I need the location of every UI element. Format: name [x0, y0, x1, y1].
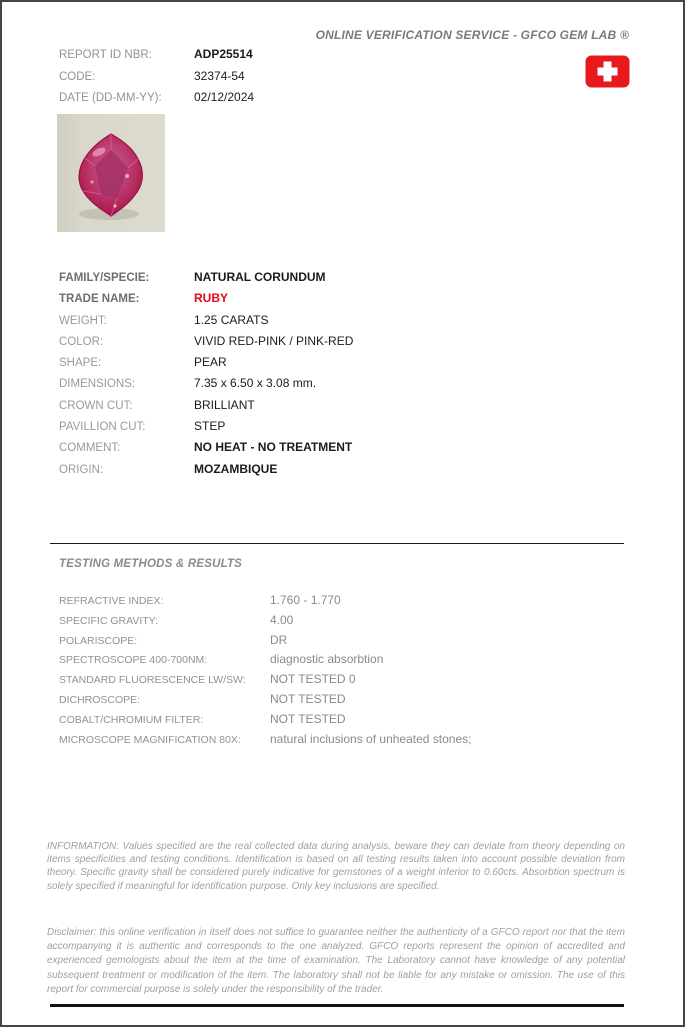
fluorescence-value: NOT TESTED 0	[270, 672, 356, 687]
page-title: ONLINE VERIFICATION SERVICE - GFCO GEM LAB ®	[315, 28, 629, 42]
weight-value: 1.25 CARATS	[194, 312, 269, 327]
report-id-value: ADP25514	[194, 47, 253, 61]
date-label: DATE (DD-MM-YY):	[59, 92, 162, 104]
testing-section-heading: TESTING METHODS & RESULTS	[59, 558, 243, 570]
testing-section	[59, 590, 471, 748]
color-value: VIVID RED-PINK / PINK-RED	[194, 333, 354, 348]
spectroscope-label: SPECTROSCOPE 400-700NM:	[59, 654, 208, 667]
crown-cut-label: CROWN CUT:	[59, 399, 133, 412]
pavillion-cut-value: STEP	[194, 419, 226, 434]
crown-cut-value: BRILLIANT	[194, 397, 255, 412]
shape-value: PEAR	[194, 355, 227, 370]
polariscope-label: POLARISCOPE:	[59, 634, 138, 647]
family-label: FAMILY/SPECIE:	[59, 272, 150, 284]
dimensions-value: 7.35 x 6.50 x 3.08 mm.	[194, 376, 317, 391]
trade-name-label: TRADE NAME:	[59, 293, 140, 306]
field-row-comment	[59, 436, 353, 457]
code-label: CODE:	[59, 70, 96, 83]
origin-label: ORIGIN:	[59, 463, 104, 476]
test-row-spectroscope	[59, 649, 471, 669]
test-row-dichroscope	[59, 689, 471, 709]
fluorescence-label: STANDARD FLUORESCENCE LW/SW:	[59, 674, 246, 687]
field-row-dimensions	[59, 372, 353, 393]
test-row-cobalt-filter	[59, 709, 471, 729]
comment-label: COMMENT:	[59, 442, 121, 455]
pavillion-cut-label: PAVILLION CUT:	[59, 421, 146, 434]
field-row-trade-name	[59, 287, 353, 308]
specific-gravity-label: SPECIFIC GRAVITY:	[59, 614, 158, 627]
date-value: 02/12/2024	[194, 90, 255, 104]
test-row-refractive-index	[59, 590, 471, 610]
dimensions-label: DIMENSIONS:	[59, 378, 136, 391]
identity-section	[59, 266, 353, 479]
field-row-weight	[59, 309, 353, 330]
code-value: 32374-54	[194, 68, 245, 83]
code-row	[59, 65, 254, 87]
report-id-block	[59, 43, 254, 108]
refractive-index-label: REFRACTIVE INDEX:	[59, 595, 164, 607]
date-row	[59, 86, 254, 108]
information-paragraph: INFORMATION: Values specified are the real collected data during analysis, beware they can deviate from theory depending on items specificities and testing conditions. Identification is based on all testing results taken into account possible deviation from theory. Specific gravity shall be considered purely indicative for gemstones of a weight inferior to 0.60cts. Absorbtion spectrum is solely specified if meaningful for identification purpose. Only key inclusions are specified.	[47, 841, 625, 892]
test-row-fluorescence	[59, 669, 471, 689]
field-row-origin	[59, 458, 353, 479]
dichroscope-value: NOT TESTED	[270, 691, 346, 706]
section-divider-rule	[50, 543, 624, 544]
field-row-family	[59, 266, 353, 287]
test-row-polariscope	[59, 630, 471, 650]
family-value: NATURAL CORUNDUM	[194, 270, 326, 284]
microscope-label: MICROSCOPE MAGNIFICATION 80X:	[59, 733, 241, 746]
test-row-specific-gravity	[59, 610, 471, 630]
gem-photo	[57, 114, 165, 232]
bottom-rule	[50, 1004, 624, 1007]
specific-gravity-value: 4.00	[270, 612, 294, 627]
test-row-microscope	[59, 729, 471, 749]
polariscope-value: DR	[270, 632, 288, 647]
microscope-value: natural inclusions of unheated stones;	[270, 731, 472, 746]
cobalt-filter-value: NOT TESTED	[270, 711, 346, 726]
color-label: COLOR:	[59, 335, 104, 348]
field-row-pavillion-cut	[59, 415, 353, 436]
report-id-label: REPORT ID NBR:	[59, 49, 152, 61]
field-row-crown-cut	[59, 394, 353, 415]
origin-value: MOZAMBIQUE	[194, 461, 278, 476]
swiss-flag-icon	[585, 55, 630, 88]
disclaimer-paragraph: Disclaimer: this online verification in itself does not suffice to guarantee neither the authenticity of a GFCO report nor that the item accompanying it is authentic and corresponds to the one analyzed. GFCO reports represent the opinion of accredited and experienced gemologists about the item at the time of examination. The Laboratory cannot have knowledge of any potential subsequent treatment or modification of the item. The laboratory shall not be liable for any mistake or omission. The use of this report for commercial purpose is solely under the responsibility of the trader.	[47, 927, 625, 995]
report-id-row	[59, 43, 254, 65]
refractive-index-value: 1.760 - 1.770	[270, 593, 341, 607]
spectroscope-value: diagnostic absorbtion	[270, 652, 384, 667]
trade-name-value: RUBY	[194, 291, 229, 306]
cobalt-filter-label: COBALT/CHROMIUM FILTER:	[59, 713, 204, 726]
comment-value: NO HEAT - NO TREATMENT	[194, 440, 353, 455]
field-row-color	[59, 330, 353, 351]
weight-label: WEIGHT:	[59, 314, 107, 327]
dichroscope-label: DICHROSCOPE:	[59, 693, 141, 706]
field-row-shape	[59, 351, 353, 372]
shape-label: SHAPE:	[59, 357, 102, 370]
